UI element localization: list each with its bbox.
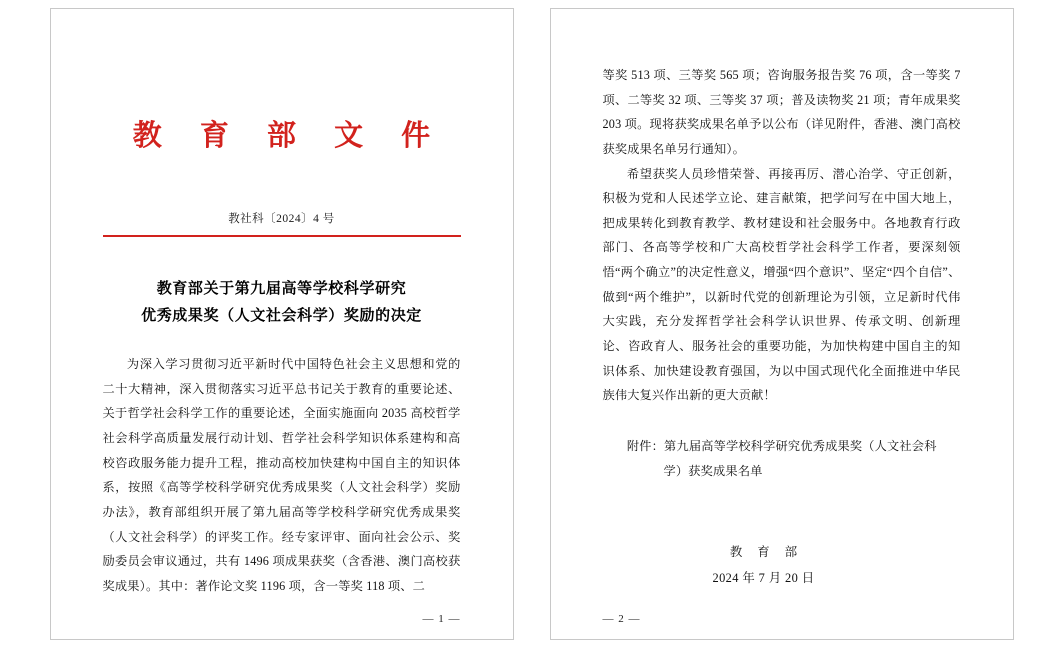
- document-page-1: [50, 8, 514, 640]
- page-1-content: [103, 31, 461, 621]
- page-1-body-paragraph: 为深入学习贯彻习近平新时代中国特色社会主义思想和党的二十大精神，深入贯彻落实习近平总书记关于教育的重要论述、关于哲学社会科学工作的重要论述，全面实施面向 2035 高校哲学社会科学高质量发展行动计划、哲学社会科学知识体系建构和高校咨政服务能力提升工程，推动高校加快建构中国自主的知识体系，按照《高等学校科学研究优秀成果奖（人文社会科学）奖励办法》，教育部组织开展了第九届高等学校科学研究优秀成果奖（人文社会科学）的评奖工作。经专家评审、面向社会公示、奖励委员会审议通过，共有 1496 项成果获奖（含香港、澳门高校获奖成果）。其中：著作论文奖 1196 项，含一等奖 118 项、二: [102, 357, 461, 593]
- document-page-2: [550, 8, 1014, 640]
- signature-date: 2024 年 7 月 20 日: [712, 571, 815, 586]
- page-2-folio: — 2 —: [602, 613, 641, 625]
- page-title-line-1: 教育部关于第九届高等学校科学研究: [156, 278, 407, 297]
- page-2-paragraph-2: 希望获奖人员珍惜荣誉、再接再厉、潜心治学、守正创新，积极为党和人民述学立论、建言献策，把学问写在中国大地上，把成果转化到教育教学、教材建设和社会服务中。各地教育行政部门、各高等学校和广大高校哲学社会科学工作者，要深刻领悟“两个确立”的决定性意义，增强“四个意识”、坚定“四个自信”、做到“两个维护”，以新时代党的创新理论为引领，立足新时代伟大实践，充分发挥哲学社会科学认识世界、传承文明、创新理论、咨政育人、服务社会的重要功能，为加快构建中国自主的知识体系、加快建设教育强国，为以中国式现代化全面推进中华民族伟大复兴作出新的更大贡献！: [602, 166, 961, 403]
- attachment-label-cont: 学）获奖成果名单: [663, 463, 763, 478]
- attachment-label: 附件：第九届高等学校科学研究优秀成果奖（人文社会科: [626, 438, 937, 453]
- page-title: [103, 275, 461, 331]
- signature-block: [603, 539, 961, 591]
- signature-organization: 教 育 部: [729, 545, 804, 560]
- masthead-title: 教 育 部 文 件: [132, 118, 445, 152]
- attachment-note: [603, 434, 961, 483]
- page-2-content: [603, 31, 961, 621]
- page-2-paragraph-1: 等奖 513 项、三等奖 565 项；咨询服务报告奖 76 项，含一等奖 7 项、二等奖 32 项、三等奖 37 项；普及读物奖 21 项；青年成果奖 203 项。现将获奖成果名单予以公布（详见附件，香港、澳门高校获奖成果名单另行通知）。: [602, 68, 961, 156]
- page-1-folio: — 1 —: [422, 613, 461, 625]
- document-number: 教社科〔2024〕4 号: [228, 213, 335, 225]
- red-divider-rule: [103, 235, 461, 237]
- page-title-line-2: 优秀成果奖（人文社会科学）奖励的决定: [141, 306, 422, 325]
